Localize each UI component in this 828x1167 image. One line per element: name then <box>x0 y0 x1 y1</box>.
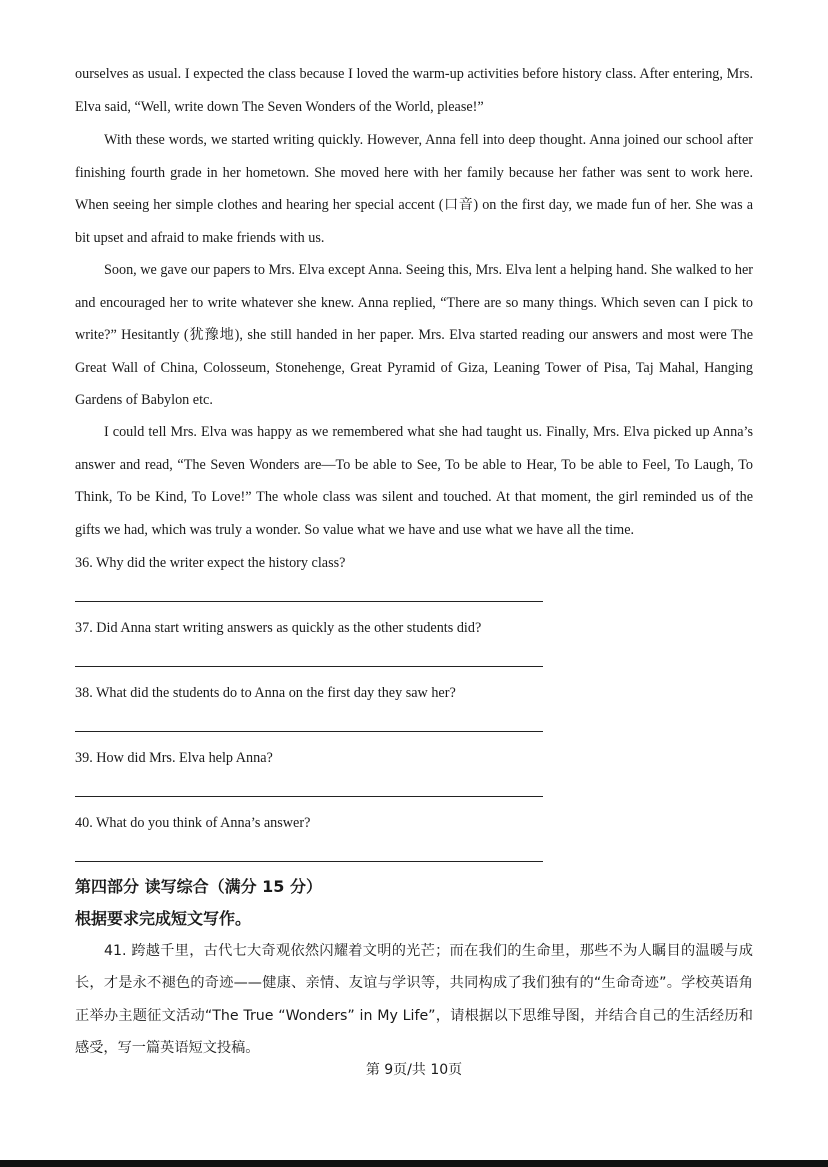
question-39: 39. How did Mrs. Elva help Anna? <box>75 750 273 766</box>
passage-paragraph-3: Soon, we gave our papers to Mrs. Elva except Anna. Seeing this, Mrs. Elva lent a helping hand. She walked to her and encouraged her to write whatever she knew. Anna replied, “There are so many things. Which seven can I pick to write?” Hesitantly (犹豫地), she still handed in her paper. Mrs. Elva started reading our answers and most were The Great Wall of China, Colosseum, Stonehenge, Great Pyramid of Giza, Leaning Tower of Pisa, Taj Mahal, Hanging Gardens of Babylon etc. <box>75 262 753 409</box>
section-4-title: 第四部分 读写综合（满分 15 分） <box>75 877 322 896</box>
answer-line-37[interactable] <box>75 666 543 667</box>
answer-line-36[interactable] <box>75 601 543 602</box>
question-38: 38. What did the students do to Anna on the first day they saw her? <box>75 685 456 701</box>
scan-edge-bar <box>0 1160 828 1167</box>
answer-line-40[interactable] <box>75 861 543 862</box>
passage-paragraph-2: With these words, we started writing quickly. However, Anna fell into deep thought. Anna joined our school after finishing fourth grade in her hometown. She moved here with her family because her father was sent to work here. When seeing her simple clothes and hearing her special accent (口音) on the first day, we made fun of her. She was a bit upset and afraid to make friends with us. <box>75 132 753 246</box>
question-37: 37. Did Anna start writing answers as quickly as the other students did? <box>75 620 482 636</box>
answer-line-38[interactable] <box>75 731 543 732</box>
writing-task-41: 41. 跨越千里，古代七大奇观依然闪耀着文明的光芒；而在我们的生命里，那些不为人瞩目的温暖与成长，才是永不褪色的奇迹——健康、亲情、友谊与学识等，共同构成了我们独有的“生命奇迹”。学校英语角正举办主题征文活动“The True “Wonders” in My Life”，请根据以下思维导图，并结合自己的生活经历和感受，写一篇英语短文投稿。 <box>75 943 753 1057</box>
question-36: 36. Why did the writer expect the history class? <box>75 555 346 571</box>
question-40: 40. What do you think of Anna’s answer? <box>75 815 311 831</box>
answer-line-39[interactable] <box>75 796 543 797</box>
page-footer: 第 9页/共 10页 <box>365 1062 463 1078</box>
passage-paragraph-1: ourselves as usual. I expected the class because I loved the warm-up activities before history class. After entering, Mrs. Elva said, “Well, write down The Seven Wonders of the World, please!” <box>75 66 753 115</box>
passage-paragraph-4: I could tell Mrs. Elva was happy as we remembered what she had taught us. Finally, Mrs. Elva picked up Anna’s answer and read, “The Seven Wonders are—To be able to See, To be able to Hear, To be able to Feel, To Laugh, To Think, To be Kind, To Love!” The whole class was silent and touched. At that moment, the girl reminded us of the gifts we had, which was truly a wonder. So value what we have and use what we have all the time. <box>75 424 753 538</box>
section-4-instruction: 根据要求完成短文写作。 <box>75 909 252 928</box>
